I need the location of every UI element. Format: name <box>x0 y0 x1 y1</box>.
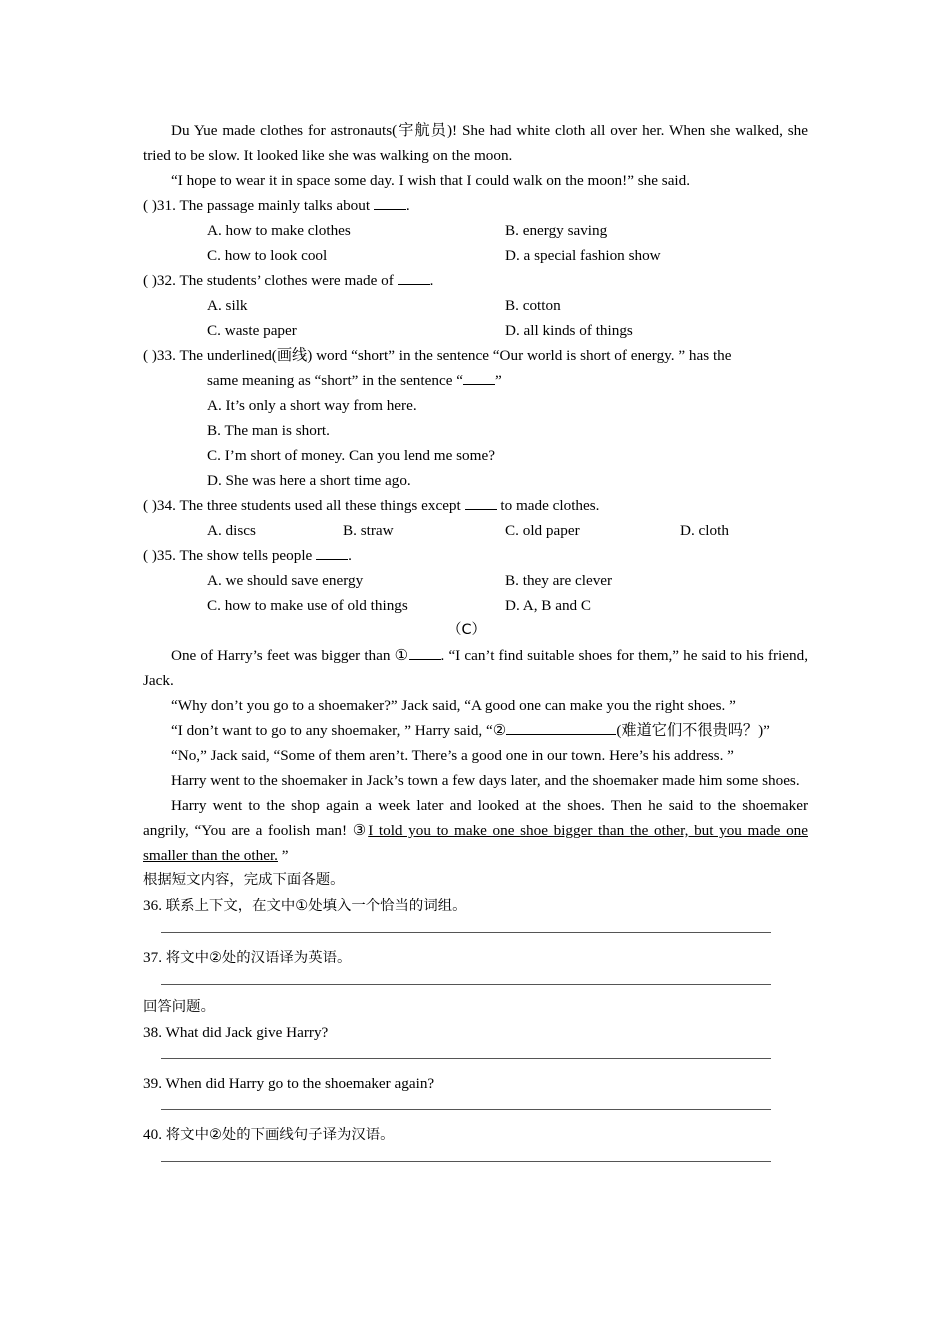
question-35-stem: ( )35. The show tells people . <box>143 547 352 564</box>
instruction-answer-questions: 回答问题。 <box>143 999 215 1015</box>
section-c-paragraph-5: Harry went to the shoemaker in Jack’s town a few days later, and the shoemaker made him some shoes. <box>171 772 800 789</box>
option-b[interactable]: B. cotton <box>505 297 561 314</box>
question-34-options-row <box>143 518 808 543</box>
question-37: 37. 将文中②处的汉语译为英语。 <box>143 949 352 966</box>
option-a[interactable]: A. how to make clothes <box>207 222 351 239</box>
question-33-stem-line2: same meaning as “short” in the sentence “ ” <box>207 372 502 389</box>
option-c[interactable]: C. waste paper <box>207 322 297 339</box>
question-33-stem: ( )33. The underlined(画线) word “short” in the sentence “Our world is short of energy. ” has the <box>143 347 732 364</box>
inline-blank <box>465 509 497 510</box>
option-d[interactable]: D. a special fashion show <box>505 247 661 264</box>
question-38: 38. What did Jack give Harry? <box>143 1024 329 1041</box>
option-b[interactable]: B. energy saving <box>505 222 608 239</box>
option-a[interactable]: A. It’s only a short way from here. <box>207 397 417 414</box>
option-b[interactable]: B. they are clever <box>505 572 613 589</box>
section-c-paragraph-1: One of Harry’s feet was bigger than ① . “I can’t find suitable shoes for them,” he said to his friend, Jack. <box>143 647 808 689</box>
option-d[interactable]: D. cloth <box>680 522 729 539</box>
question-number: 34. <box>156 497 176 514</box>
answer-bracket-34[interactable]: ( ) <box>143 497 157 514</box>
answer-bracket-32[interactable]: ( ) <box>143 272 157 289</box>
section-label-c: （C） <box>447 622 486 638</box>
option-a[interactable]: A. discs <box>207 522 256 539</box>
answer-bracket-31[interactable]: ( ) <box>143 197 157 214</box>
question-number: 38. <box>143 1024 162 1041</box>
question-39: 39. When did Harry go to the shoemaker again? <box>143 1075 435 1092</box>
inline-blank <box>374 209 406 210</box>
question-31-options-row2 <box>143 243 808 268</box>
option-c[interactable]: C. how to make use of old things <box>207 597 408 614</box>
passage-paragraph: “I hope to wear it in space some day. I wish that I could walk on the moon!” she said. <box>171 172 691 189</box>
question-34-stem: ( )34. The three students used all these things except to made clothes. <box>143 497 600 514</box>
answer-bracket-33[interactable]: ( ) <box>143 347 157 364</box>
answer-line-40[interactable] <box>161 1161 771 1162</box>
question-35-options-row2 <box>143 593 808 618</box>
inline-blank <box>316 559 348 560</box>
question-number: 32. <box>156 272 176 289</box>
option-a[interactable]: A. silk <box>207 297 248 314</box>
option-c[interactable]: C. old paper <box>505 522 580 539</box>
section-c-paragraph-4: “No,” Jack said, “Some of them aren’t. There’s a good one in our town. Here’s his address. ” <box>171 747 734 764</box>
section-c-paragraph-3: “I don’t want to go to any shoemaker, ” Harry said, “② (难道它们不很贵吗？)” <box>171 722 770 739</box>
instruction-main: 根据短文内容，完成下面各题。 <box>143 872 345 888</box>
question-36: 36. 联系上下文，在文中①处填入一个恰当的词组。 <box>143 897 467 914</box>
option-d[interactable]: D. all kinds of things <box>505 322 633 339</box>
question-number: 40. <box>143 1126 162 1143</box>
option-b[interactable]: B. The man is short. <box>207 422 330 439</box>
question-number: 37. <box>143 949 162 966</box>
question-32-stem: ( )32. The students’ clothes were made of . <box>143 272 434 289</box>
inline-blank-2 <box>506 734 616 735</box>
question-32-options-row1 <box>143 293 808 318</box>
answer-bracket-35[interactable]: ( ) <box>143 547 157 564</box>
underlined-sentence-3: I told you to make one shoe bigger than the other, but you made one smaller than the other. <box>143 822 808 864</box>
passage-paragraph: Du Yue made clothes for astronauts(宇航员)! She had white cloth all over her. When she walked, she tried to be slow. It looked like she was walking on the moon. <box>143 122 808 164</box>
question-40: 40. 将文中②处的下画线句子译为汉语。 <box>143 1126 395 1143</box>
question-31-options-row1 <box>143 218 808 243</box>
question-32-options-row2 <box>143 318 808 343</box>
inline-blank <box>398 284 430 285</box>
question-35-options-row1 <box>143 568 808 593</box>
question-number: 36. <box>143 897 162 914</box>
option-a[interactable]: A. we should save energy <box>207 572 364 589</box>
question-number: 31. <box>156 197 176 214</box>
question-31-stem: ( )31. The passage mainly talks about . <box>143 197 410 214</box>
option-d[interactable]: D. She was here a short time ago. <box>207 472 411 489</box>
question-number: 33. <box>156 347 176 364</box>
option-c[interactable]: C. I’m short of money. Can you lend me some? <box>207 447 495 464</box>
section-c-paragraph-2: “Why don’t you go to a shoemaker?” Jack said, “A good one can make you the right shoes. ” <box>171 697 736 714</box>
question-number: 35. <box>156 547 176 564</box>
inline-blank-1 <box>409 659 441 660</box>
exam-page <box>143 118 808 1162</box>
section-c-paragraph-6: Harry went to the shop again a week later and looked at the shoes. Then he said to the shoemaker angrily, “You are a foolish man! ③I told you to make one shoe bigger than the other, but you made one smaller than the other. ” <box>143 797 808 864</box>
option-b[interactable]: B. straw <box>343 522 394 539</box>
inline-blank <box>463 384 495 385</box>
option-d[interactable]: D. A, B and C <box>505 597 592 614</box>
option-c[interactable]: C. how to look cool <box>207 247 328 264</box>
question-number: 39. <box>143 1075 162 1092</box>
